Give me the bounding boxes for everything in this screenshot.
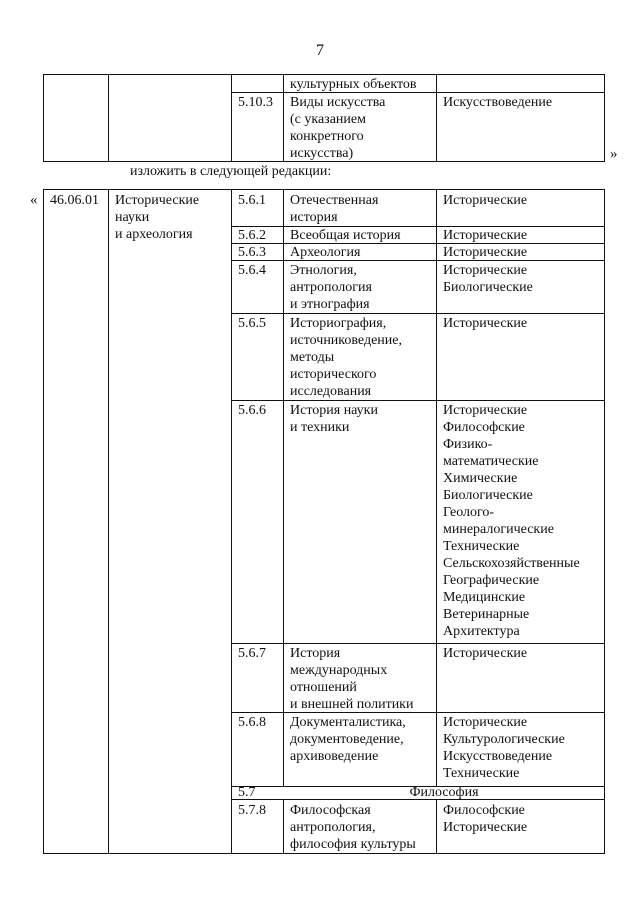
table-rule	[604, 74, 605, 162]
specialty-code: 5.6.2	[238, 228, 266, 243]
closing-quote: »	[610, 146, 618, 162]
science-branch: Исторические	[443, 193, 528, 208]
amendment-instruction: изложить в следующей редакции:	[130, 164, 332, 179]
specialty-name: Документалистика, документоведение, архивоведение	[290, 715, 406, 764]
section-heading: Философия	[409, 785, 479, 800]
specialty-name: Археология	[290, 245, 361, 260]
table-rule	[436, 74, 437, 162]
specialty-name: Всеобщая история	[290, 228, 401, 243]
table-rule	[231, 260, 605, 261]
page-number: 7	[316, 42, 324, 59]
table-rule	[43, 189, 44, 854]
table-rule	[283, 799, 284, 854]
group-code: 46.06.01	[50, 193, 99, 208]
table-rule	[604, 189, 605, 854]
science-branch: Исторические Философские Физико- математические Химические Биологические Геолого- минералогические Технические Сельскохозяйственные Географические Медицинские Ветеринарные Архитектура	[443, 403, 580, 639]
table-rule	[231, 92, 605, 93]
science-branch: Исторические Биологические	[443, 263, 533, 295]
table-rule	[283, 189, 284, 786]
group-name: Исторические науки и археология	[115, 193, 200, 242]
specialty-name: Отечественная история	[290, 193, 379, 225]
science-branch: Исторические	[443, 245, 528, 260]
specialty-code: 5.6.1	[238, 193, 266, 208]
science-branch: Исторические	[443, 316, 528, 331]
table-rule	[231, 712, 605, 713]
specialty-code: 5.6.5	[238, 316, 266, 331]
table-rule	[436, 189, 437, 786]
science-branch: Искусствоведение	[443, 95, 553, 110]
table-rule	[283, 74, 284, 162]
specialty-code: 5.6.8	[238, 715, 266, 730]
table-rule	[436, 799, 437, 854]
table-rule	[43, 74, 605, 75]
specialty-code: 5.6.3	[238, 245, 266, 260]
specialty-code: 5.6.6	[238, 403, 266, 418]
section-code: 5.7	[238, 785, 256, 800]
specialty-name: Философская антропология, философия культуры	[290, 803, 416, 852]
table-rule	[43, 74, 44, 162]
table-rule	[231, 226, 605, 227]
science-branch: Исторические	[443, 646, 528, 661]
table-rule	[108, 189, 109, 854]
table-rule	[231, 643, 605, 644]
specialty-name: Виды искусства (с указанием конкретного искусства)	[290, 95, 386, 161]
specialty-name: культурных объектов	[290, 77, 417, 92]
specialty-name: Этнология, антропология и этнография	[290, 263, 372, 312]
opening-quote: «	[30, 192, 38, 208]
specialty-code: 5.6.4	[238, 263, 266, 278]
specialty-name: Историография, источниковедение, методы исторического исследования	[290, 316, 402, 399]
table-rule	[231, 74, 232, 162]
specialty-code: 5.10.3	[238, 95, 273, 110]
specialty-name: История науки и техники	[290, 403, 378, 435]
table-rule	[43, 853, 605, 854]
table-rule	[231, 189, 232, 854]
science-branch: Философские Исторические	[443, 803, 528, 835]
specialty-name: История международных отношений и внешней политики	[290, 646, 414, 712]
table-rule	[108, 74, 109, 162]
specialty-code: 5.7.8	[238, 803, 266, 818]
table-rule	[231, 313, 605, 314]
table-rule	[43, 189, 605, 190]
science-branch: Исторические	[443, 228, 528, 243]
table-rule	[231, 400, 605, 401]
science-branch: Исторические Культурологические Искусствоведение Технические	[443, 715, 565, 781]
specialty-code: 5.6.7	[238, 646, 266, 661]
table-rule	[231, 243, 605, 244]
